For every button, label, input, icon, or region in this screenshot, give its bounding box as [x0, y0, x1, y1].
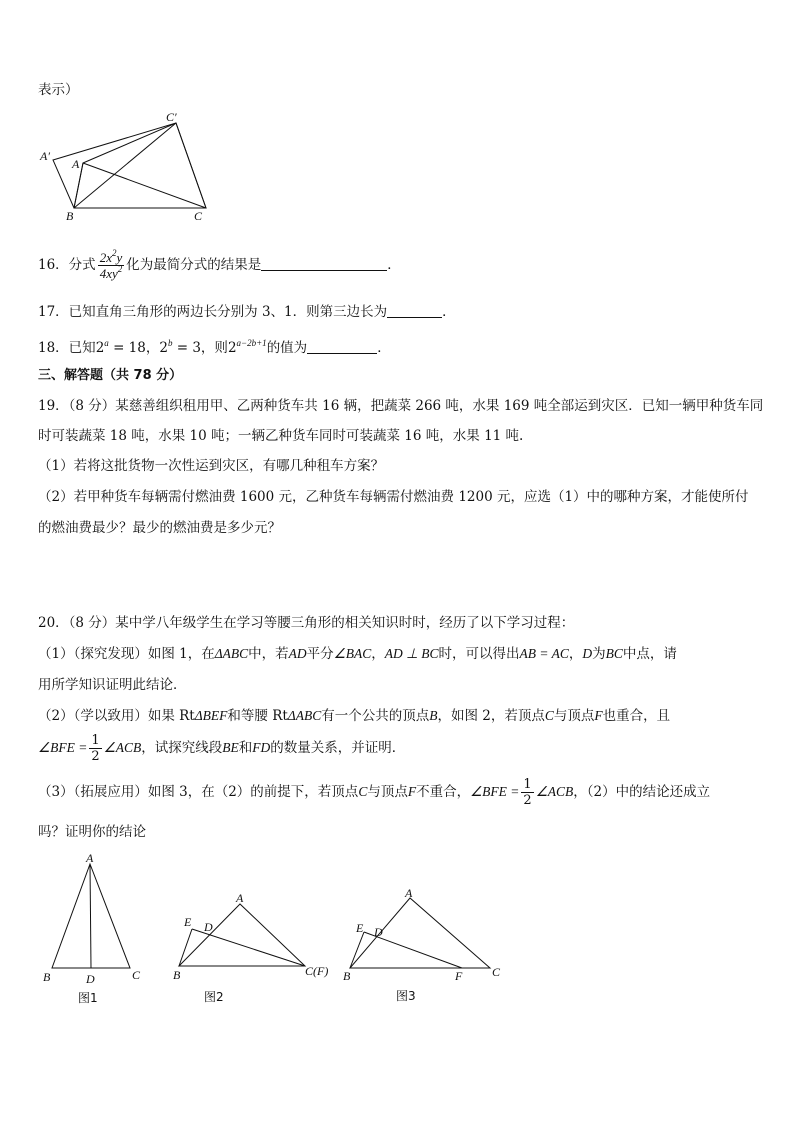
figure-3 [340, 880, 510, 1010]
question-16: 16．分式 $\frac{2x^2y}{4xy^2}$ 化为最简分式的结果是 ． [38, 248, 401, 281]
svg-text:C(F): C(F) [305, 964, 329, 978]
svg-text:D: D [374, 925, 383, 939]
q19-line-4: （2）若甲种货车每辆需付燃油费 1600 元，乙种货车每辆需付燃油费 1200 元，应选（1）中的哪种方案，才能使所付 [38, 489, 749, 505]
question-18: 18．已知$2^a = 18$，$2^b = 3$，则$2^{a-2b+1}$的值为 ． [38, 338, 391, 356]
answer-blank-17[interactable] [387, 303, 442, 318]
q20-line-5: ∠BFE = $\frac{1}{2}$ ∠ACB，试探究线段BE和FD的数量关系，并证明． [38, 733, 406, 764]
label-C: C [194, 209, 203, 223]
svg-text:A: A [86, 851, 94, 865]
svg-text:B: B [173, 968, 181, 982]
svg-text:F: F [455, 969, 463, 983]
fraction: $\frac{2x^2y}{4xy^2}$ [99, 248, 123, 281]
q20-line-1: 20．（8 分）某中学八年级学生在学习等腰三角形的相关知识时时，经历了以下学习过程： [38, 615, 575, 631]
q19-line-2: 时可装蔬菜 18 吨，水果 10 吨；一辆乙种货车同时可装蔬菜 16 吨，水果 11 吨. [38, 428, 524, 444]
answer-blank-16[interactable] [261, 256, 387, 271]
q20-line-6: （3）（拓展应用）如图 3，在（2）的前提下，若顶点C与顶点F不重合，∠BFE = $\frac{1}{2}$ ∠ACB，（2）中的结论还成立 [38, 777, 711, 808]
label-A-prime: A′ [40, 149, 50, 163]
q20-line-3: 用所学知识证明此结论． [38, 677, 187, 693]
answer-blank-18[interactable] [307, 339, 377, 354]
svg-text:A: A [236, 891, 244, 905]
q19-line-3: （1）若将这批货物一次性运到灾区，有哪几种租车方案？ [38, 458, 385, 474]
q20-line-4: （2）（学以致用）如果 RtΔBEF和等腰 RtΔABC有一个公共的顶点B，如图 2，若顶点C与顶点F也重合，且 [38, 708, 671, 724]
svg-text:E: E [184, 915, 192, 929]
q19-line-5: 的燃油费最少？最少的燃油费是多少元？ [38, 520, 281, 536]
caption-fig1: 图1 [78, 991, 98, 1005]
svg-text:B: B [43, 970, 51, 984]
svg-text:E: E [356, 921, 364, 935]
q19-line-1: 19．（8 分）某慈善组织租用甲、乙两种货车共 16 辆，把蔬菜 266 吨，水果 169 吨全部运到灾区．已知一辆甲种货车同 [38, 398, 764, 414]
caption-fig3: 图3 [396, 989, 416, 1003]
figure-1 [36, 848, 156, 1008]
q20-line-7: 吗？证明你的结论 [38, 824, 146, 840]
svg-text:C: C [492, 965, 501, 979]
svg-text:C: C [132, 968, 141, 982]
svg-text:D: D [204, 920, 213, 934]
label-C-prime: C′ [166, 110, 177, 124]
svg-text:B: B [343, 969, 351, 983]
inner-triangle [74, 123, 206, 208]
svg-text:D: D [86, 972, 95, 986]
figure-quadrilateral [36, 110, 216, 225]
caption-fig2: 图2 [204, 990, 224, 1004]
figure-2 [170, 885, 340, 1010]
continued-text: 表示） [38, 82, 79, 98]
label-B: B [66, 209, 74, 223]
svg-text:A: A [405, 886, 413, 900]
label-A: A [72, 157, 80, 171]
q20-line-2: （1）（探究发现）如图 1，在ΔABC中，若AD平分∠BAC，AD ⊥ BC时，可以得出AB = AC，D为BC中点，请 [38, 646, 677, 662]
section-heading: 三、解答题（共 78 分） [38, 368, 183, 383]
question-17: 17．已知直角三角形的两边长分别为 3、1．则第三边长为 ． [38, 304, 456, 320]
